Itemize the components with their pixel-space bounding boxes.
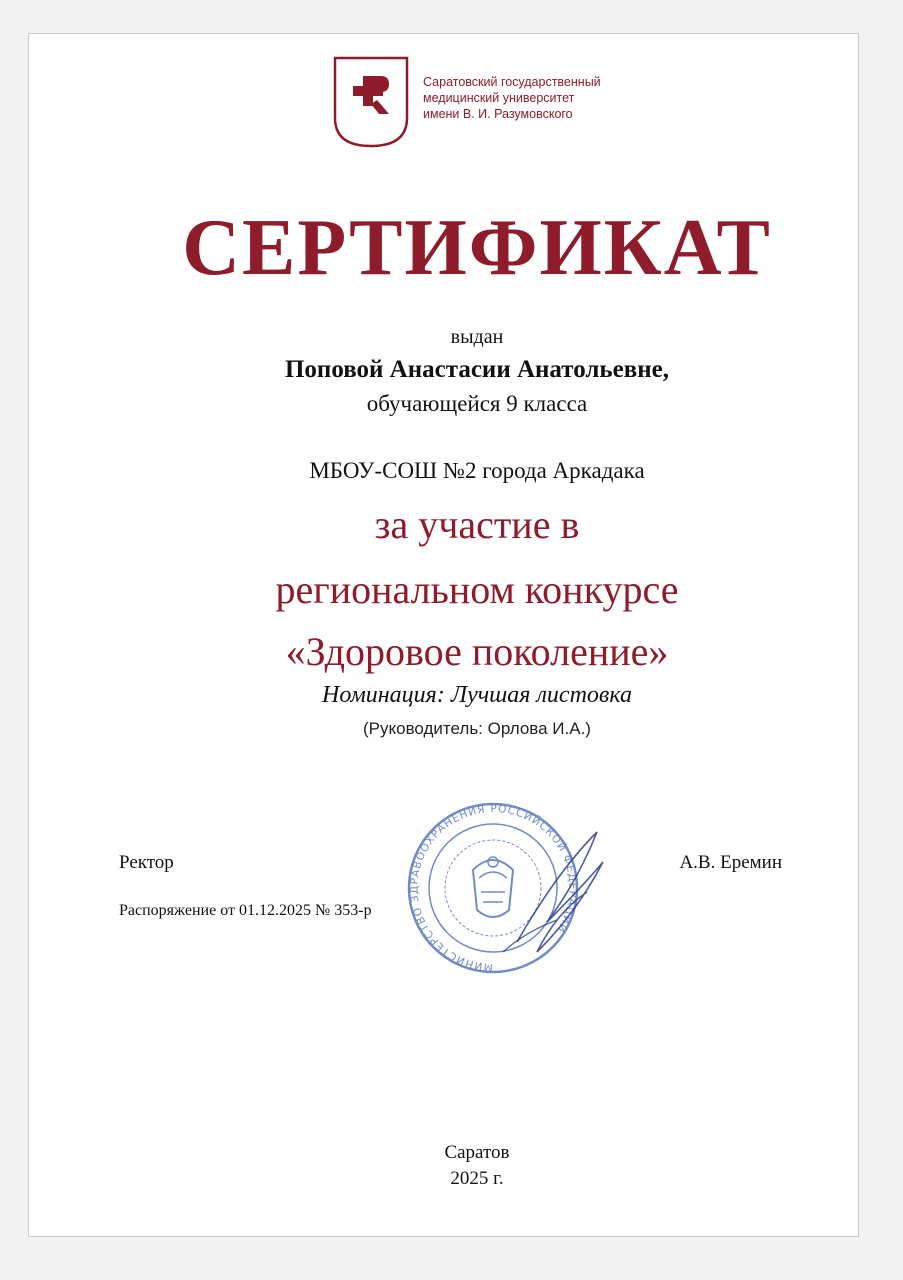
university-emblem-icon bbox=[333, 56, 409, 148]
contest-name: «Здоровое поколение» bbox=[285, 629, 669, 674]
issued-label: выдан bbox=[450, 326, 504, 348]
rector-name: А.В. Еремин bbox=[679, 852, 782, 873]
university-name-line1: Саратовский государственный bbox=[423, 75, 601, 89]
purpose-line-1: за участие в bbox=[374, 502, 580, 547]
purpose-line-2: региональном конкурсе bbox=[275, 567, 679, 612]
nomination: Номинация: Лучшая листовка bbox=[322, 682, 632, 708]
seal-text: МИНИСТЕРСТВО ЗДРАВООХРАНЕНИЯ РОССИЙСКОЙ ФЕДЕРАЦИИ bbox=[408, 802, 579, 974]
certificate-title: СЕРТИФИКАТ bbox=[182, 204, 772, 292]
order-reference: Распоряжение от 01.12.2025 № 353-р bbox=[119, 902, 372, 919]
seal-stamp-icon bbox=[407, 792, 607, 982]
leader: (Руководитель: Орлова И.А.) bbox=[363, 719, 591, 738]
university-name-line2: медицинский университет bbox=[423, 91, 575, 105]
university-name-line3: имени В. И. Разумовского bbox=[423, 107, 573, 121]
recipient-name: Поповой Анастасии Анатольевне, bbox=[284, 356, 670, 383]
year: 2025 г. bbox=[450, 1168, 504, 1189]
recipient-grade: обучающейся 9 класса bbox=[366, 391, 588, 416]
university-logo bbox=[333, 56, 633, 148]
official-seal bbox=[407, 792, 607, 982]
rector-title: Ректор bbox=[119, 852, 174, 873]
certificate-sheet bbox=[28, 33, 859, 1237]
city: Саратов bbox=[444, 1142, 510, 1163]
university-name bbox=[423, 74, 601, 122]
school-name: МБОУ-СОШ №2 города Аркадака bbox=[309, 458, 645, 483]
